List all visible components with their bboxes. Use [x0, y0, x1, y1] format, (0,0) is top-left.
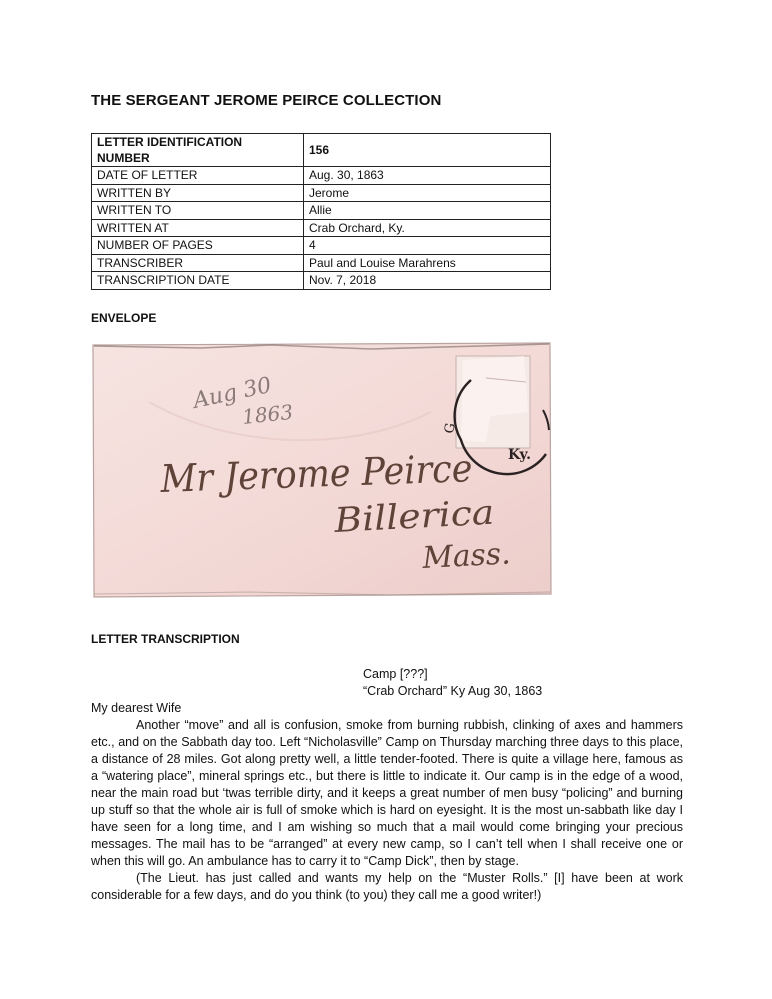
salutation: My dearest Wife: [91, 701, 182, 715]
letter-paragraph: (The Lieut. has just called and wants my help on the “Muster Rolls.” [I] have been at work considerable for a few days, and do you think (to you) they call me a good writer!): [91, 871, 683, 902]
letter-location-line: Camp [???]: [363, 667, 428, 681]
table-row: [92, 219, 551, 237]
letter-transcription-heading: LETTER TRANSCRIPTION: [91, 632, 240, 646]
postmark-text: Ky.: [508, 447, 531, 463]
letter-date-line: “Crab Orchard” Ky Aug 30, 1863: [363, 684, 543, 698]
table-row: [92, 202, 551, 220]
letter-body: [91, 700, 683, 904]
envelope-heading: ENVELOPE: [91, 311, 157, 325]
svg-text:G: G: [442, 421, 459, 435]
letter-metadata-table: [91, 133, 551, 290]
metadata-value: Allie: [304, 202, 551, 220]
table-row: [92, 272, 551, 290]
svg-text:Aug 30: Aug 30: [191, 372, 274, 414]
envelope-photo: [91, 342, 552, 598]
svg-text:Mass.: Mass.: [421, 536, 513, 576]
svg-text:1863: 1863: [241, 399, 295, 429]
metadata-label: LETTER IDENTIFICATION NUMBER: [92, 134, 304, 167]
metadata-value: Paul and Louise Marahrens: [304, 254, 551, 272]
metadata-value: Crab Orchard, Ky.: [304, 219, 551, 237]
metadata-label: NUMBER OF PAGES: [92, 237, 304, 255]
svg-text:Billerica: Billerica: [333, 493, 480, 541]
letter-paragraph: Another “move” and all is confusion, smoke from burning rubbish, clinking of axes and hammers etc., and on the Sabbath day too. Left “Nicholasville” Camp on Thursday marching three days to this place, a distance of 28 miles. Got along pretty well, a little tender-footed. There is quite a village here, famous as a “watering place”, mineral springs etc., but there is little to indicate it. Our camp is in the edge of a wood, near the main road but ‘twas terrible dirty, and it keeps a great number of men busy “policing” and burning up stuff so that the whole air is full of smoke which is hard on eyesight. It is the most un-sabbath like day I have seen for a long time, and I am wishing so much that a mail would come bringing your precious messages. The mail has to be “arranged” at every new camp, so I can’t tell when I shall receive one or when this will go. An ambulance has to carry it to “Camp Dick”, then by stage.: [91, 718, 683, 868]
metadata-value: Nov. 7, 2018: [304, 272, 551, 290]
metadata-label: DATE OF LETTER: [92, 167, 304, 185]
metadata-value: 4: [304, 237, 551, 255]
page-title: THE SERGEANT JEROME PEIRCE COLLECTION: [91, 92, 442, 109]
table-row: [92, 134, 551, 167]
table-row: [92, 237, 551, 255]
table-row: [92, 167, 551, 185]
metadata-label: TRANSCRIPTION DATE: [92, 272, 304, 290]
table-row: [92, 184, 551, 202]
metadata-value: 156: [304, 134, 551, 167]
envelope-image: [91, 342, 552, 598]
metadata-label: TRANSCRIBER: [92, 254, 304, 272]
metadata-value: Aug. 30, 1863: [304, 167, 551, 185]
metadata-label: WRITTEN TO: [92, 202, 304, 220]
metadata-value: Jerome: [304, 184, 551, 202]
svg-text:Mr Jerome Peirce: Mr Jerome Peirce: [159, 445, 501, 501]
table-row: [92, 254, 551, 272]
metadata-label: WRITTEN BY: [92, 184, 304, 202]
metadata-label: WRITTEN AT: [92, 219, 304, 237]
